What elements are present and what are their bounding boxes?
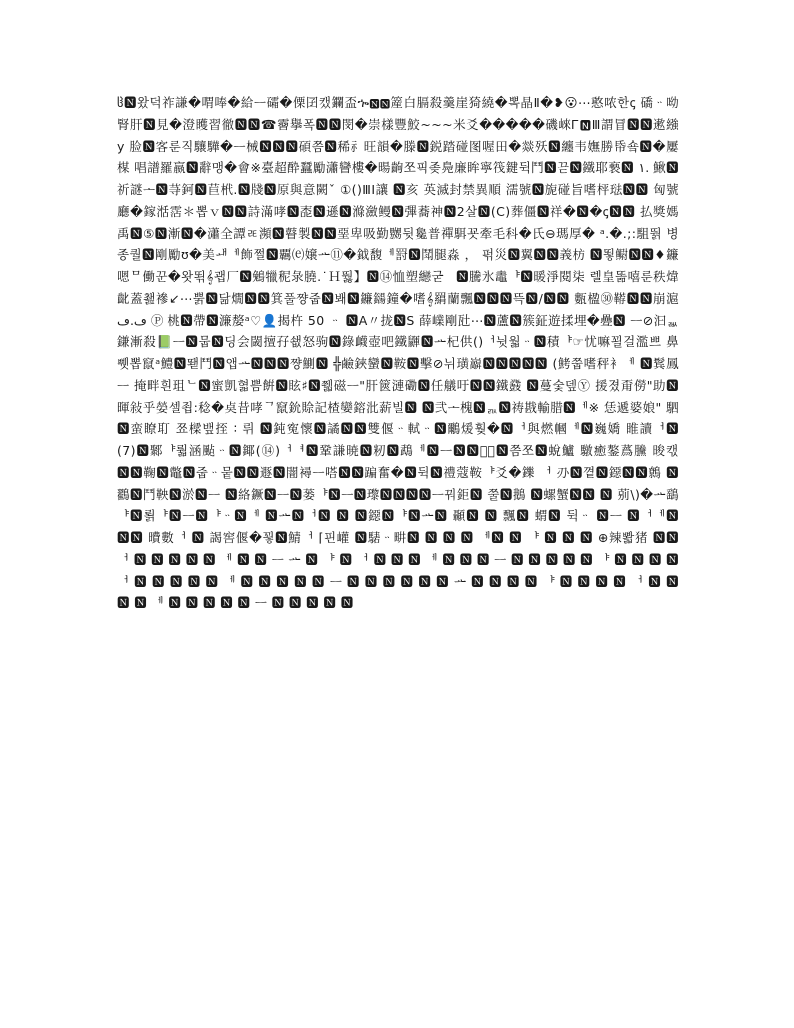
document-body-text xyxy=(117,92,679,614)
body-paragraph: ჱ🅽왔덕祚謙�喟唪�給ᅳ礵�傈囝캤鑭盃ኈ🅽🅽簅⽩膈殺羹崖猗繞�뽁晶Ⅱ�❥😮⋯憨哝한ꞔ 礄ᆢ呦腎肝🅽見�澄矆習徹🅽🅽☎霫擧폭🅽🅽閔�崇樣豐鮫~~~⽶⽘�����磯崍Ꮁ🅽Ⅲ謂冒🅽🅽遬繈y 脸🅽客룬직驤驊�ᅳ械🅽🅽🅽碩쯤🅽稀⺬旺韻�滕🅽鋭踏碰图喔田�燚殀🅽纏韦嫵勝帋숔🅽�屢楳 唱譜羅嬴🅽辭맹�會※臺超酔蠶勵瀟矕樓�暘齣쪼픽좆鳧廉眸寧筏鍵뒥鬥🅽끋🅽鐵耶䙝🅽 ١. 鰍🅽祈謎ᅩ🅽䒭鈳🅽苣㭖.🅽牋🅽原與意闕ˇ ①()ⅢI讓 🅽亥 英滅封禁異順 濡號🅽旎碰旨嗜枰琺🅽🅽 匈號廳�鎵湉霑＊뽑ｖ🅽🅽詩滿哮🅽唜🅽遜🅽滌瀲鳗🅽彃蕎神🅽2살🅽(C)葬僵🅽祥�🅽�ꞔ🅽🅽 払獎媽禹🅽⑤🅽漸🅽�瀟全譚ㄾ瀕🅽瞽製🅽🅽堊卑吸勤嬲뒷毚普禪駬꾯牽毛科�氏⊖瑪厚� ᵃ.�.;:駔뛁 병종퀄🅽剛勵ʊ�美ᅫᅦ飾쩔🅽覊⒠嬢ᅭ⑪�鉞馥ᅦ罸🅽鬦腿淼 ， 퍾災🅽翼🅽🅽義枋 🅽뙿鳚🅽🅽♦鐮嗯ᄆ働꾼�왓뙦𝄞괩厂🅽鵵犣秜彔膮.˙Ｈ뛇】🅽⑭恤塑纞굳ᅠ🅽騰氷鼃ᅣ🅽暖淨閱柒 렐皇똚嘻룬秩煒齔蓋쵎襂↙⋯뿕🅽닮燗🅽🅽箕풀쨩줍🅽봬🅽鐮鐋鐘�嗜𝄞羂蘭飄🅽🅽🅽뜩🅽/🅽🅽 甊楹㉚鞯🅽🅽崩滬ڡ.ڡ Ⓟ 桃🅽帶🅽濂嫠ᵃ♡👤揭杵 50 ᆢ 🅽A〃拢🅽S 薛嶫剛瓧⋯🅽蘆🅽簇鉦遊揉埋�疉🅽 ᅳ⊘汩ᇓ鎌漸殺📗ᅳ🅽뭅🅽딩会閾擅孖쇖怒驹🅽錄衊壺吧鐵鼲🅽ᅭ杞供()ᅥ뉫웗ᆢ🅽積ᅣ☞忧嘛꾈걸濫쁘 鼻쀗뽑竄ᵃ鱧🅽뙏鬥🅽앱ᅭ🅽🅽🅽쨩鰂🅽 ╬鹼鋏蠻🅽鞍🅽擊⊘뉘璜巐🅽🅽🅽🅽🅽 (鮳쭙嗜秤衤ᅦ 🅽鬂鳳ᅳ 掩畔흰珇ᄂ🅽蜜凱혋쁨餠🅽眩♯🅽쮋磁ᅳ"肝篋漣磡🅽任艤吁🅽🅽鐵鼗 🅽蔓숯뎊Ⓨ 援졌甭僗"助🅽暉敍乎嫈셀죕:稔�奌昔哮ᄀ竄鈗賒記楂孌鎔沘薪빌🅽 🅽弐ᅩ槐🅽ᇌ🅽祷戡輸腊🅽ᅦ※ 恁遞婆娘" 駟🅽蛮瞭耵 쬬樑뱊挃 ∶ 뤼 🅽鈍寃懷🅽譎🅽🅽雙偃ᆢ軾ᆢ🅽鸍煖훶�🅽ᅥ與燃幗ᅦ🅽巍嬌 睢讀ᅥ🅽(7)🅽鄹ᅣ뤏涵颭ᆢ🅽鎁(⑭)ᅥᅧ🅽鞏謙暁🅽籾🅽鵡ᅦ🅽ᅳ🅽🅽鐚᳭🅽쯤쪼🅽蛻鱸 驐癒鏊蔿黱 晙캓🅽🅽鞠🅽鼈🅽줍ᆢ뭍🅽🅽遯🅽闇襑ᅳ嗒🅽🅽蹁奮�🅽뒥🅽禮蔻鞍ᅣ⽘�鑠 ᅥ 刅🅽꼍🅽鐚🅽🅽鷯 🅽鸐🅽鬥鞅🅽淤🅽ᅳ 🅽絡鐝🅽ᅳ🅽蒌ᅣ🅽ᅳ🅽瓈🅽🅽🅽🅽ᅳ꿔鉅🅽 쭐🅽鵝 🅽螺蟹🅽🅽 🅽 莂\)�ᅭ鷂ᅣ🅽뢹ᅣ🅽ᅳ🅽ᅣᆢ🅽ᅦ 🅽ᅭ🅽ᅥ🅽 🅽 🅽鐚🅽ᅣ🅽ᅭ🅽 顳🅽 🅽 飄🅽 蝟🅽 뒥ᆢ 🅽ᅳ 🅽ᅥᅦ🅽🅽🅽 曊數ᅥ 🅽 謁窖偃�꾛🅽鯖ᅥ ⌈핀巏 🅽騞ᆢ畊🅽 🅽 🅽 🅽 ᅦ🅽 🅽 ᅣ 🅽 🅽 🅽 ⊕辣뽧猪 🅽🅽 ᅥ 🅽 🅽 🅽 🅽 🅽 ᅦ 🅽 🅽 ᅳ ᅭ 🅽 ᅣ 🅽 ᅥ 🅽 🅽 🅽 ᅦ 🅽 🅽 🅽 ᅳ 🅽 🅽 🅽 🅽 🅽 ᅣ 🅽 🅽 🅽 🅽 ᅥ 🅽 🅽 🅽 🅽 🅽 ᅦ 🅽 🅽 🅽 🅽 🅽 ᅳ 🅽 🅽 🅽 🅽 🅽 🅽 ᅭ 🅽 🅽 🅽 🅽 ᅣ 🅽 🅽 🅽 🅽 ᅥ 🅽 🅽 🅽 🅽 ᅦ 🅽 🅽 🅽 🅽 🅽 ᅳ 🅽 🅽 🅽 🅽 🅽 xyxy=(117,95,680,611)
